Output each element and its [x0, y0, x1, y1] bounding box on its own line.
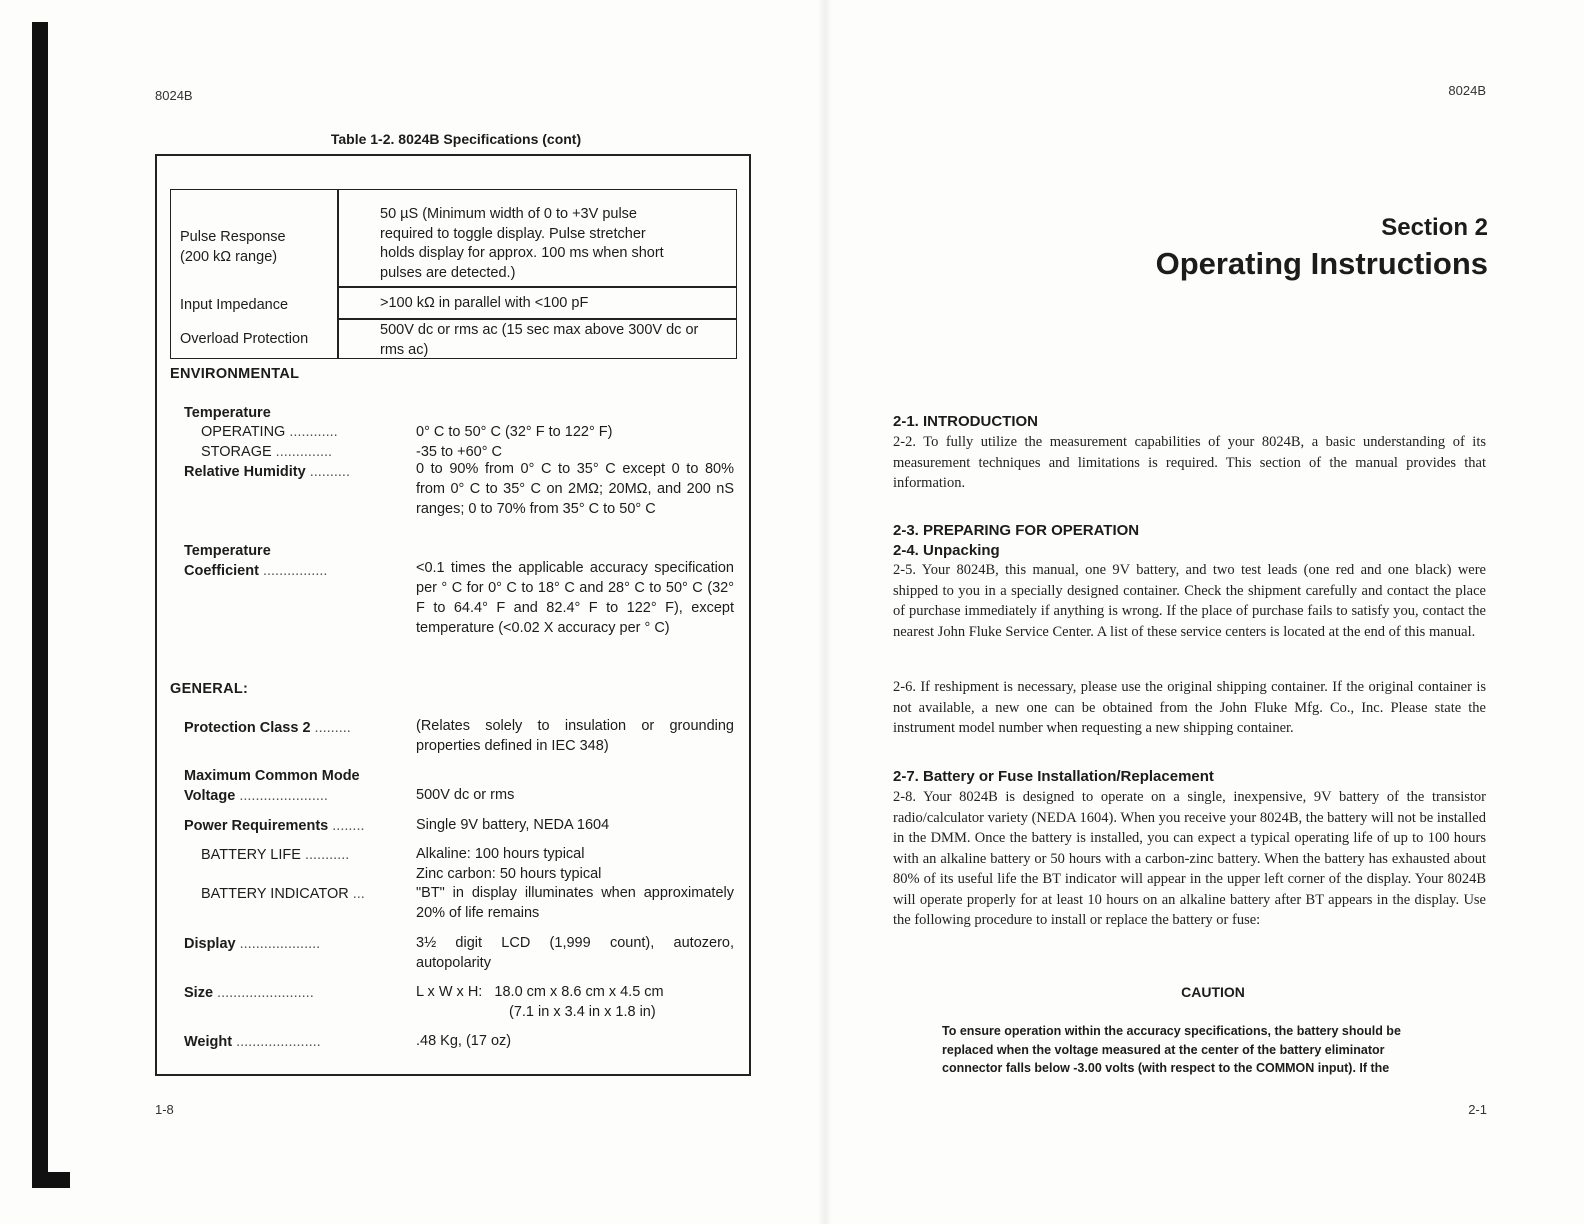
storage-label: STORAGE ..............: [201, 444, 333, 460]
general-heading: GENERAL:: [170, 681, 249, 697]
spec-label-input-impedance: Input Impedance: [180, 297, 289, 313]
battery-life-label: BATTERY LIFE ...........: [201, 847, 350, 863]
operating-value: 0° C to 50° C (32° F to 122° F): [416, 424, 613, 440]
storage-value: -35 to +60° C: [416, 444, 503, 460]
paragraph-2-8: 2-8. Your 8024B is designed to operate on a single, inexpensive, 9V battery of the transistor radio/calculator variety (NEDA 1604). When you receive your 8024B, the battery will not be installed in the DMM. Once the battery is installed, you can expect a typical operating life of up to 100 hours with an alkaline battery or 50 hours with a carbon-zinc battery. When the battery has exhausted about 80% of its useful life the BT indicator will appear in the upper left corner of the display. Your 8024B will operate properly for at least 10 hours on an alkaline battery after BT appears in the display. Use the following procedure to install or replace the battery or fuse:: [893, 789, 1486, 928]
power-label: Power Requirements ........: [184, 818, 365, 834]
right-page-number: 2-1: [1468, 1102, 1487, 1117]
display-label: Display ....................: [184, 936, 321, 952]
display-value: 3½ digit LCD (1,999 count), autozero, autopolarity: [416, 935, 734, 971]
spec-value-overload-protection: 500V dc or rms ac (15 sec max above 300V dc or rms ac): [380, 322, 699, 358]
mcm-label-2: Voltage ......................: [184, 788, 328, 804]
weight-value: .48 Kg, (17 oz): [416, 1033, 512, 1049]
environmental-heading: ENVIRONMENTAL: [170, 366, 300, 382]
size-value-2: (7.1 in x 3.4 in x 1.8 in): [509, 1004, 656, 1020]
right-page-header: 8024B: [1448, 83, 1486, 98]
battery-life-value-2: Zinc carbon: 50 hours typical: [416, 866, 602, 882]
section-number: Section 2: [1381, 214, 1488, 241]
binding-edge-tail: [48, 1172, 70, 1188]
battery-life-value-1: Alkaline: 100 hours typical: [416, 846, 585, 862]
tempco-label-1: Temperature: [184, 543, 271, 559]
spec-label-overload-protection: Overload Protection: [180, 331, 309, 347]
operating-label: OPERATING ............: [201, 424, 338, 440]
binding-edge: [32, 22, 48, 1188]
battery-indicator-value: "BT" in display illuminates when approximately 20% of life remains: [416, 885, 734, 921]
paragraph-2-6: 2-6. If reshipment is necessary, please use the original shipping container. If the original container is not available, a new one can be obtained from the John Fluke Mfg. Co., Inc. Please state the instrument model number when requesting a new shipping container.: [893, 679, 1486, 736]
boxed-spec-table: [170, 189, 737, 359]
temperature-label: Temperature: [184, 405, 271, 421]
power-value: Single 9V battery, NEDA 1604: [416, 817, 610, 833]
heading-2-1: 2-1. INTRODUCTION: [893, 413, 1039, 430]
humidity-value: 0 to 90% from 0° C to 35° C except 0 to 80% from 0° C to 35° C on 2MΩ; 20MΩ, and 200 nS ranges; 0 to 70% from 35° C to 50° C: [416, 461, 734, 517]
spec-label-pulse-response: Pulse Response (200 kΩ range): [180, 229, 286, 265]
spec-value-pulse-response: 50 µS (Minimum width of 0 to +3V pulse required to toggle display. Pulse stretcher holds display for approx. 100 ms when short pulses are detected.): [380, 206, 664, 281]
battery-indicator-label: BATTERY INDICATOR ...: [201, 886, 365, 902]
paragraph-2-2: 2-2. To fully utilize the measurement capabilities of your 8024B, a basic understanding of its measurement techniques and limitations is required. This section of the manual provides that information.: [893, 434, 1486, 491]
protection-class-value: (Relates solely to insulation or grounding properties defined in IEC 348): [416, 718, 734, 754]
left-page-number: 1-8: [155, 1102, 174, 1117]
size-value-1: L x W x H: 18.0 cm x 8.6 cm x 4.5 cm: [416, 984, 664, 1000]
heading-2-7: 2-7. Battery or Fuse Installation/Replacement: [893, 768, 1214, 785]
caution-heading: CAUTION: [1181, 984, 1245, 1000]
heading-2-4: 2-4. Unpacking: [893, 542, 1000, 559]
spec-value-input-impedance: >100 kΩ in parallel with <100 pF: [380, 295, 589, 311]
section-title: Operating Instructions: [1155, 246, 1488, 281]
mcm-value: 500V dc or rms: [416, 787, 515, 803]
paragraph-2-5: 2-5. Your 8024B, this manual, one 9V battery, and two test leads (one red and one black) were shipped to you in a specially designed container. Check the shipment carefully and contact the place of purchase immediately if anything is wrong. If the place of purchase fails to satisfy you, contact the nearest John Fluke Service Center. A list of these service centers is located at the end of this manual.: [893, 562, 1486, 640]
caution-text: To ensure operation within the accuracy specifications, the battery should be replaced when the voltage measured at the center of the battery eliminator connector falls below -3.00 volts (with respect to the COMMON input). If the: [942, 1024, 1401, 1075]
humidity-label: Relative Humidity ..........: [184, 464, 350, 480]
protection-class-label: Protection Class 2 .........: [184, 720, 351, 736]
weight-label: Weight .....................: [184, 1034, 321, 1050]
size-label: Size ........................: [184, 985, 314, 1001]
table-title: Table 1-2. 8024B Specifications (cont): [330, 131, 582, 147]
tempco-label-2: Coefficient ................: [184, 563, 328, 579]
heading-2-3: 2-3. PREPARING FOR OPERATION: [893, 522, 1140, 539]
page-gutter: [818, 0, 832, 1224]
tempco-value: <0.1 times the applicable accuracy specification per ° C for 0° C to 18° C and 28° C to 50° C (32° F to 64.4° F and 82.4° F to 122° F), except temperature (<0.02 X accuracy per ° C): [416, 560, 734, 636]
mcm-label-1: Maximum Common Mode: [184, 768, 360, 784]
left-page-header: 8024B: [155, 88, 193, 103]
